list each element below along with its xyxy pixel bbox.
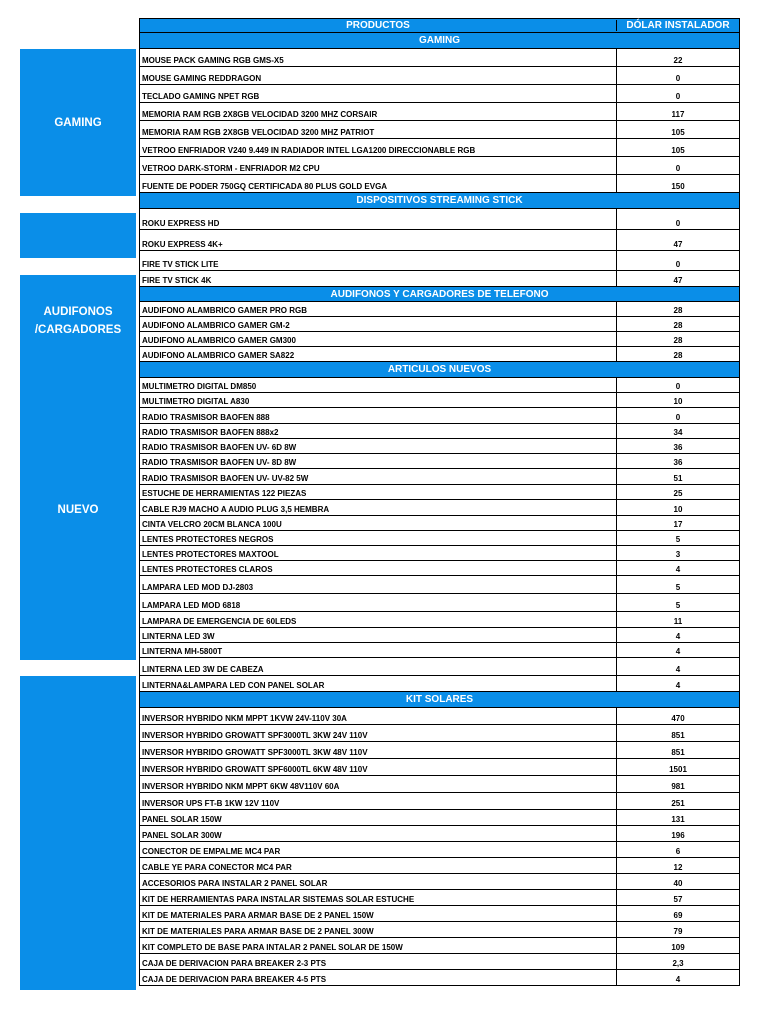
product-price: 4 [675,681,681,690]
table-row [139,49,740,67]
table-row [139,793,740,810]
table-row [139,810,740,826]
product-name: KIT DE HERRAMIENTAS PARA INSTALAR SISTEMAS SOLAR ESTUCHE [140,890,617,905]
table-row [139,742,740,759]
product-name: INVERSOR UPS FT-B 1KW 12V 110V [140,793,617,809]
table-row [139,175,740,193]
product-price: 34 [673,428,683,437]
product-name: INVERSOR HYBRIDO NKM MPPT 6KW 48V110V 60A [140,776,617,792]
table-row [139,500,740,516]
product-name: LAMPARA DE EMERGENCIA DE 60LEDS [140,612,617,627]
product-name: ESTUCHE DE HERRAMIENTAS 122 PIEZAS [140,485,617,499]
product-name: INVERSOR HYBRIDO GROWATT SPF3000TL 3KW 48V 110V [140,742,617,758]
product-price: 47 [673,276,683,285]
side-label-gaming-text: GAMING [54,116,102,129]
product-price: 131 [671,815,685,824]
table-row [139,251,740,271]
table-row [139,139,740,157]
product-name: KIT COMPLETO DE BASE PARA INTALAR 2 PANEL SOLAR DE 150W [140,938,617,953]
product-price: 5 [675,601,681,610]
product-name: VETROO DARK-STORM - ENFRIADOR M2 CPU [140,157,617,174]
product-price: 0 [675,413,681,422]
table-row [139,776,740,793]
product-price: 36 [673,443,683,452]
product-name: CONECTOR DE EMPALME MC4 PAR [140,842,617,857]
product-price: 4 [675,632,681,641]
product-price: 0 [675,219,681,228]
product-price: 470 [671,714,685,723]
column-header-dolar-instalador: DÓLAR INSTALADOR [626,20,730,31]
product-price: 4 [675,665,681,674]
table-row [139,209,740,230]
table-row [139,708,740,725]
product-name: CAJA DE DERIVACION PARA BREAKER 4-5 PTS [140,970,617,985]
product-price: 1501 [669,765,687,774]
table-row [139,103,740,121]
table-row [139,594,740,612]
table-row [139,938,740,954]
table-row [139,271,740,287]
product-price: 28 [673,321,683,330]
table-row [139,408,740,424]
product-price: 47 [673,240,683,249]
product-name: MOUSE PACK GAMING RGB GMS-X5 [140,49,617,66]
product-price: 36 [673,458,683,467]
product-price: 22 [673,56,683,65]
section-header: AUDIFONOS Y CARGADORES DE TELEFONO [139,287,740,302]
product-price: 0 [675,382,681,391]
table-row [139,485,740,500]
product-price: 40 [673,879,683,888]
product-price: 851 [671,748,685,757]
table-row [139,576,740,594]
table-row [139,676,740,692]
table-row [139,826,740,842]
side-label-gaming [20,49,136,196]
product-price: 5 [675,583,681,592]
product-name: AUDIFONO ALAMBRICO GAMER GM-2 [140,317,617,331]
product-price: 4 [675,647,681,656]
product-name: INVERSOR HYBRIDO NKM MPPT 1KVW 24V-110V 30A [140,708,617,724]
side-label-audifonos-line2: /CARGADORES [34,324,122,336]
product-name: LINTERNA LED 3W [140,628,617,642]
product-name: LINTERNA&LAMPARA LED CON PANEL SOLAR [140,676,617,691]
product-name: MEMORIA RAM RGB 2X8GB VELOCIDAD 3200 MHZ PATRIOT [140,121,617,138]
product-price: 51 [673,474,683,483]
product-name: FIRE TV STICK 4K [140,271,617,286]
product-price: 69 [673,911,683,920]
product-name: PANEL SOLAR 150W [140,810,617,825]
product-price: 150 [671,182,685,191]
product-price: 0 [675,92,681,101]
table-row [139,531,740,546]
product-name: INVERSOR HYBRIDO GROWATT SPF3000TL 3KW 24V 110V [140,725,617,741]
table-row [139,469,740,485]
product-name: FIRE TV STICK LITE [140,251,617,270]
product-name: LINTERNA MH-5800T [140,643,617,657]
table-row [139,393,740,408]
product-price: 12 [673,863,683,872]
product-name: ACCESORIOS PARA INSTALAR 2 PANEL SOLAR [140,874,617,889]
table-row [139,658,740,676]
product-price: 28 [673,306,683,315]
section-header: DISPOSITIVOS STREAMING STICK [139,193,740,209]
product-name: RADIO TRASMISOR BAOFEN UV- 8D 8W [140,454,617,468]
product-price: 981 [671,782,685,791]
table-row [139,628,740,643]
product-name: RADIO TRASMISOR BAOFEN 888x2 [140,424,617,438]
table-row [139,890,740,906]
table-row [139,612,740,628]
product-name: KIT DE MATERIALES PARA ARMAR BASE DE 2 PANEL 150W [140,906,617,921]
product-price: 28 [673,351,683,360]
product-price: 109 [671,943,685,952]
product-price: 25 [673,489,683,498]
table-row [139,157,740,175]
product-name: TECLADO GAMING NPET RGB [140,85,617,102]
product-name: RADIO TRASMISOR BAOFEN UV- 6D 8W [140,439,617,453]
section-header: KIT SOLARES [139,692,740,708]
table-row [139,906,740,922]
product-name: CAJA DE DERIVACION PARA BREAKER 2-3 PTS [140,954,617,969]
table-row [139,759,740,776]
table-row [139,922,740,938]
product-price: 17 [673,520,683,529]
product-price: 57 [673,895,683,904]
table-row [139,561,740,576]
product-name: INVERSOR HYBRIDO GROWATT SPF6000TL 6KW 48V 110V [140,759,617,775]
product-price: 0 [675,74,681,83]
side-block-streaming [20,213,136,258]
product-name: LENTES PROTECTORES MAXTOOL [140,546,617,560]
product-price: 5 [675,535,681,544]
product-price: 4 [675,565,681,574]
table-row [139,332,740,347]
product-name: PANEL SOLAR 300W [140,826,617,841]
product-price: 851 [671,731,685,740]
product-name: ROKU EXPRESS HD [140,209,617,229]
table-row [139,424,740,439]
product-name: CABLE YE PARA CONECTOR MC4 PAR [140,858,617,873]
product-name: MULTIMETRO DIGITAL A830 [140,393,617,407]
table-row [139,85,740,103]
table-row [139,516,740,531]
table-row [139,858,740,874]
product-price: 0 [675,164,681,173]
product-price: 0 [675,260,681,269]
side-label-nuevo: NUEVO [57,504,99,516]
product-name: MOUSE GAMING REDDRAGON [140,67,617,84]
table-row [139,317,740,332]
side-block-solares [20,676,136,990]
product-price: 11 [673,617,683,626]
product-name: LENTES PROTECTORES NEGROS [140,531,617,545]
table-row [139,439,740,454]
product-name: AUDIFONO ALAMBRICO GAMER SA822 [140,347,617,361]
table-row [139,643,740,658]
product-name: RADIO TRASMISOR BAOFEN 888 [140,408,617,423]
product-name: MULTIMETRO DIGITAL DM850 [140,378,617,392]
column-header-productos: PRODUCTOS [140,20,617,31]
table-row [139,302,740,317]
product-price: 10 [673,397,683,406]
section-header: ARTICULOS NUEVOS [139,362,740,378]
product-name: LAMPARA LED MOD 6818 [140,594,617,611]
product-price: 4 [675,975,681,984]
product-price: 28 [673,336,683,345]
side-label-audifonos [20,275,136,660]
table-header-row [139,18,740,33]
product-price: 196 [671,831,685,840]
table-row [139,842,740,858]
table-row [139,67,740,85]
product-name: ROKU EXPRESS 4K+ [140,230,617,250]
table-row [139,546,740,561]
product-price: 10 [673,505,683,514]
product-name: RADIO TRASMISOR BAOFEN UV- UV-82 5W [140,469,617,484]
table-row [139,230,740,251]
product-name: CINTA VELCRO 20CM BLANCA 100U [140,516,617,530]
product-name: AUDIFONO ALAMBRICO GAMER PRO RGB [140,302,617,316]
table-row [139,454,740,469]
product-name: VETROO ENFRIADOR V240 9.449 IN RADIADOR INTEL LGA1200 DIRECCIONABLE RGB [140,139,617,156]
product-price: 105 [671,146,685,155]
product-price: 3 [675,550,681,559]
product-name: LINTERNA LED 3W DE CABEZA [140,658,617,675]
product-name: AUDIFONO ALAMBRICO GAMER GM300 [140,332,617,346]
section-header: GAMING [139,33,740,49]
product-name: CABLE RJ9 MACHO A AUDIO PLUG 3,5 HEMBRA [140,500,617,515]
product-price: 2,3 [672,959,684,968]
product-price: 6 [675,847,681,856]
table-row [139,347,740,362]
side-label-audifonos-line1: AUDIFONOS [43,306,113,318]
product-name: LAMPARA LED MOD DJ-2803 [140,576,617,593]
table-row [139,954,740,970]
product-name: LENTES PROTECTORES CLAROS [140,561,617,575]
table-row [139,874,740,890]
table-row [139,970,740,986]
product-price: 251 [671,799,685,808]
product-name: MEMORIA RAM RGB 2X8GB VELOCIDAD 3200 MHZ CORSAIR [140,103,617,120]
product-price: 105 [671,128,685,137]
table-row [139,378,740,393]
product-name: FUENTE DE PODER 750GQ CERTIFICADA 80 PLUS GOLD EVGA [140,175,617,192]
product-price: 117 [671,110,685,119]
table-row [139,121,740,139]
table-row [139,725,740,742]
product-price: 79 [673,927,683,936]
product-name: KIT DE MATERIALES PARA ARMAR BASE DE 2 PANEL 300W [140,922,617,937]
